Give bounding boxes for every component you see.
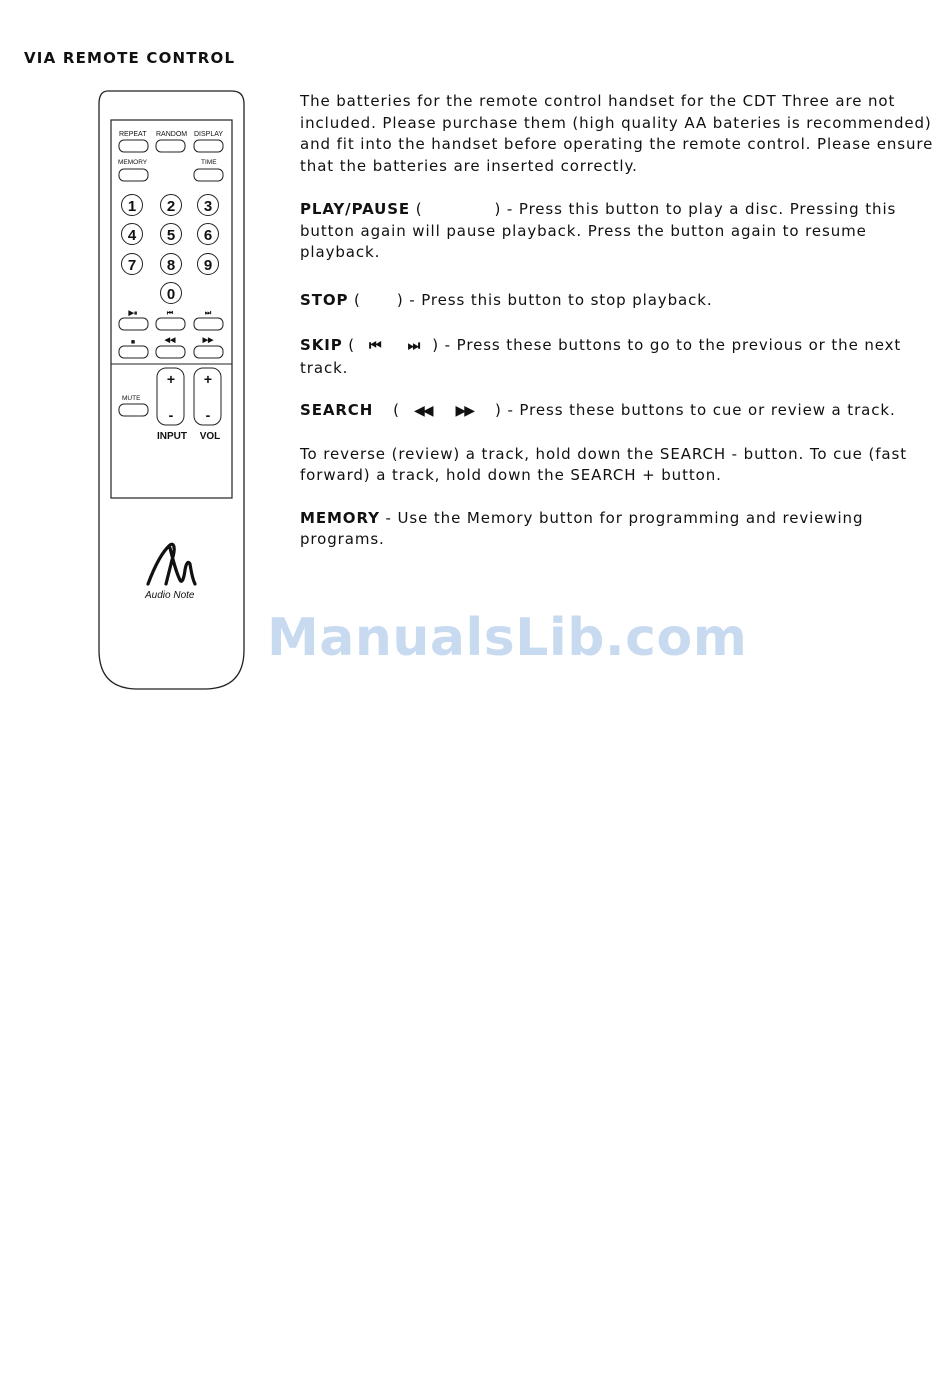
search-description: ) - Press these buttons to cue or review a track. — [495, 401, 896, 419]
random-button — [156, 140, 185, 152]
memory-term: MEMORY — [300, 508, 380, 527]
input-minus: - — [168, 407, 174, 423]
digit-5: 5 — [166, 227, 176, 244]
memory-description: - Use the Memory button for programming and reviewing programs. — [300, 508, 864, 548]
search-open-paren: ( — [393, 401, 400, 419]
skip-open-paren: ( — [342, 336, 356, 354]
next-button — [194, 318, 223, 330]
play-pause-icon: ▶⏸ — [128, 310, 138, 317]
input-label: INPUT — [157, 431, 187, 442]
play-open-paren: ( — [410, 200, 423, 218]
fast-forward-icon: ▶▶ — [202, 337, 214, 344]
play-pause-button — [119, 318, 148, 330]
instructions-text — [300, 91, 950, 551]
play-pause-description: ) - Press this button to play a disc. Pressing this button again will pause playback. Press the button again to resume playback. — [300, 200, 897, 261]
search-paragraph — [300, 400, 950, 423]
watermark: ManualsLib.com — [267, 608, 748, 668]
rewind-icon: ◀◀ — [164, 337, 176, 344]
logo-text: Audio Note — [145, 590, 195, 601]
next-icon: ⏭ — [204, 310, 212, 317]
random-label: RANDOM — [156, 131, 188, 138]
skip-next-icon: ⏭ — [407, 338, 419, 354]
memory-button — [119, 169, 148, 181]
search-ff-icon: ▶▶ — [455, 403, 474, 419]
digit-3: 3 — [203, 198, 213, 215]
display-label: DISPLAY — [194, 131, 224, 138]
mute-button — [119, 404, 148, 416]
memory-paragraph — [300, 508, 950, 551]
repeat-button — [119, 140, 148, 152]
mute-label: MUTE — [122, 395, 141, 402]
intro-paragraph: The batteries for the remote control handset for the CDT Three are not included. Please purchase them (high quality AA bateries is recommended) and fit into the handset before operating the remote control. Please ensure that the batteries are inserted correctly. — [300, 92, 934, 175]
search-term: SEARCH — [300, 401, 374, 419]
digit-8: 8 — [166, 257, 176, 274]
vol-minus: - — [205, 407, 211, 423]
skip-term: SKIP — [300, 336, 343, 354]
fast-forward-button — [194, 346, 223, 358]
display-button — [194, 140, 223, 152]
input-plus: + — [166, 371, 176, 387]
digit-9: 9 — [203, 257, 213, 274]
reverse-paragraph: To reverse (review) a track, hold down the SEARCH - button. To cue (fast forward) a track, hold down the SEARCH + button. — [300, 444, 908, 484]
remote-control-illustration — [96, 90, 248, 698]
vol-plus: + — [203, 371, 213, 387]
stop-button — [119, 346, 148, 358]
stop-term: STOP — [300, 290, 349, 309]
digit-1: 1 — [127, 198, 137, 215]
stop-description: ) - Press this button to stop playback. — [396, 290, 713, 309]
digit-4: 4 — [127, 227, 137, 244]
play-pause-paragraph — [300, 199, 950, 264]
time-label: TIME — [201, 159, 217, 166]
digit-6: 6 — [203, 227, 213, 244]
stop-icon: ■ — [130, 339, 136, 346]
digit-0: 0 — [166, 286, 176, 303]
repeat-label: REPEAT — [119, 131, 147, 138]
search-rewind-icon: ◀◀ — [413, 403, 432, 419]
skip-paragraph — [300, 335, 950, 379]
time-button — [194, 169, 223, 181]
skip-prev-icon: ⏮ — [369, 338, 380, 354]
stop-paragraph — [300, 290, 950, 312]
digit-2: 2 — [166, 198, 176, 215]
digit-7: 7 — [127, 257, 137, 274]
skip-description: ) - Press these buttons to go to the previous or the next track. — [300, 336, 902, 377]
stop-open-paren: ( — [348, 290, 361, 309]
rewind-button — [156, 346, 185, 358]
prev-button — [156, 318, 185, 330]
page-heading: VIA REMOTE CONTROL — [24, 49, 236, 67]
play-pause-term: PLAY/PAUSE — [300, 200, 411, 218]
vol-label: VOL — [199, 431, 221, 442]
prev-icon: ⏮ — [166, 310, 174, 317]
memory-label: MEMORY — [118, 159, 148, 166]
